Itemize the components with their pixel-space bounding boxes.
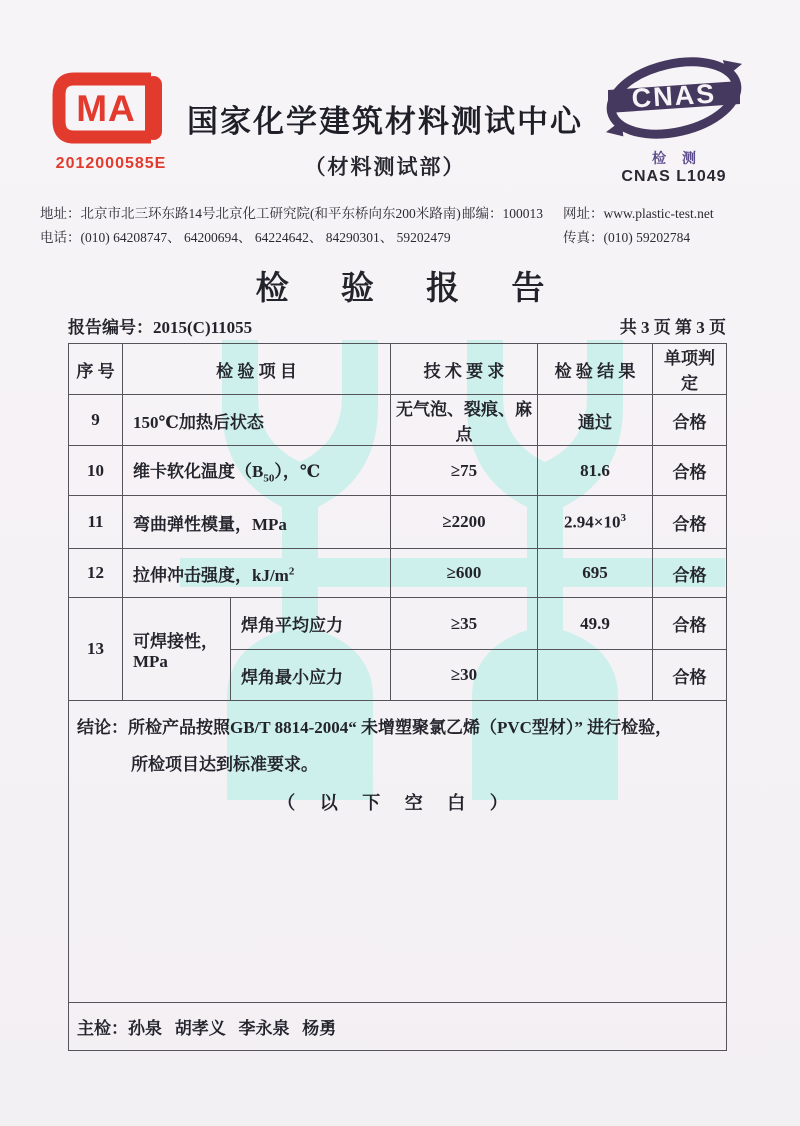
contact-line-phone xyxy=(40,226,760,250)
web-value: www.plastic-test.net xyxy=(603,206,714,221)
blank-below-note: （ 以 下 空 白 ） xyxy=(277,793,518,813)
header-item: 检 验 项 目 xyxy=(123,344,391,395)
org-department: （材料测试部） xyxy=(304,155,466,179)
header-no: 序 号 xyxy=(69,344,123,395)
row9-item: 150℃加热后状态 xyxy=(123,395,391,446)
row12-no: 12 xyxy=(69,549,123,598)
row12-result: 695 xyxy=(538,549,653,598)
row13a-requirement: ≥35 xyxy=(391,598,538,650)
row10-requirement: ≥75 xyxy=(391,446,538,496)
report-pagination: 共 3 页 第 3 页 xyxy=(619,318,726,337)
row9-no: 9 xyxy=(69,395,123,446)
cnas-letters: CNAS xyxy=(630,78,717,114)
cnas-tag: 检测 xyxy=(652,152,712,167)
inspectors-names: 孙泉 胡孝义 李永泉 杨勇 xyxy=(128,1019,337,1038)
contact-line-address xyxy=(40,202,760,226)
address-value: 北京市北三环东路14号北京化工研究院(和平东桥向东200米路南) xyxy=(80,206,461,221)
cnas-cert-number: CNAS L1049 xyxy=(621,168,727,185)
report-number: 报告编号：2015(C)11055 xyxy=(68,318,253,337)
zip-value: 100013 xyxy=(502,206,543,221)
row11-verdict: 合格 xyxy=(653,496,727,549)
header-requirement: 技 术 要 求 xyxy=(391,344,538,395)
header-verdict: 单项判定 xyxy=(653,344,727,395)
row13b-sublabel: 焊角最小应力 xyxy=(231,650,391,701)
tel-value: (010) 64208747、 64200694、 64224642、 84290301、 59202479 xyxy=(80,230,451,245)
conclusion-row xyxy=(69,701,727,1003)
row9-result: 通过 xyxy=(538,395,653,446)
inspectors-row xyxy=(69,1003,727,1051)
row13-item: 可焊接性，MPa xyxy=(123,598,231,701)
row10-verdict: 合格 xyxy=(653,446,727,496)
inspectors-label: 主检： xyxy=(77,1019,128,1038)
conclusion-line2: 所检项目达到标准要求。 xyxy=(131,755,318,774)
row13b-verdict: 合格 xyxy=(653,650,727,701)
table-row-12 xyxy=(69,549,727,598)
row13b-requirement: ≥30 xyxy=(391,650,538,701)
row9-verdict: 合格 xyxy=(653,395,727,446)
row13-no: 13 xyxy=(69,598,123,701)
inspectors-cell xyxy=(69,1003,727,1051)
table-row-10 xyxy=(69,446,727,496)
header-result: 检 验 结 果 xyxy=(538,344,653,395)
row11-item: 弯曲弹性模量，MPa xyxy=(123,496,391,549)
conclusion-line1: 结论：所检产品按照GB/T 8814-2004“ 未增塑聚氯乙烯（PVC型材）” 进行检验， xyxy=(77,718,673,737)
table-row-11 xyxy=(69,496,727,549)
report-title: 检 验 报 告 xyxy=(255,271,567,307)
cnas-logo-icon xyxy=(596,54,752,142)
row11-no: 11 xyxy=(69,496,123,549)
table-header-row xyxy=(69,344,727,395)
row12-item: 拉伸冲击强度，$kJ/m^2$ xyxy=(123,549,391,598)
cma-cert-number: 2012000585E xyxy=(55,155,167,172)
results-table xyxy=(68,343,727,1051)
row12-requirement: ≥600 xyxy=(391,549,538,598)
contact-block xyxy=(40,202,760,250)
tel-label: 电话： xyxy=(40,230,81,245)
cnas-logo-block xyxy=(596,54,752,186)
fax-value: (010) 59202784 xyxy=(603,230,691,245)
report-meta-line xyxy=(68,313,726,338)
zip-label: 邮编： xyxy=(462,206,503,221)
row11-result: $2.94\times 10^3$ xyxy=(538,496,653,549)
row11-requirement: ≥2200 xyxy=(391,496,538,549)
table-row-9 xyxy=(69,395,727,446)
row10-no: 10 xyxy=(69,446,123,496)
row13b-result xyxy=(538,650,653,701)
table-row-13a xyxy=(69,598,727,650)
conclusion-cell xyxy=(69,701,727,1003)
org-title: 国家化学建筑材料测试中心 xyxy=(187,104,583,139)
row13a-result: 49.9 xyxy=(538,598,653,650)
row9-requirement: 无气泡、裂痕、麻点 xyxy=(391,395,538,446)
row12-verdict: 合格 xyxy=(653,549,727,598)
row13a-verdict: 合格 xyxy=(653,598,727,650)
row10-result: 81.6 xyxy=(538,446,653,496)
row10-item: 维卡软化温度$(B_{50})$，℃ xyxy=(123,446,391,496)
cma-letters: MA xyxy=(76,88,136,129)
address-label: 地址： xyxy=(40,206,81,221)
row13a-sublabel: 焊角平均应力 xyxy=(231,598,391,650)
web-label: 网址： xyxy=(563,206,604,221)
fax-label: 传真： xyxy=(563,230,604,245)
